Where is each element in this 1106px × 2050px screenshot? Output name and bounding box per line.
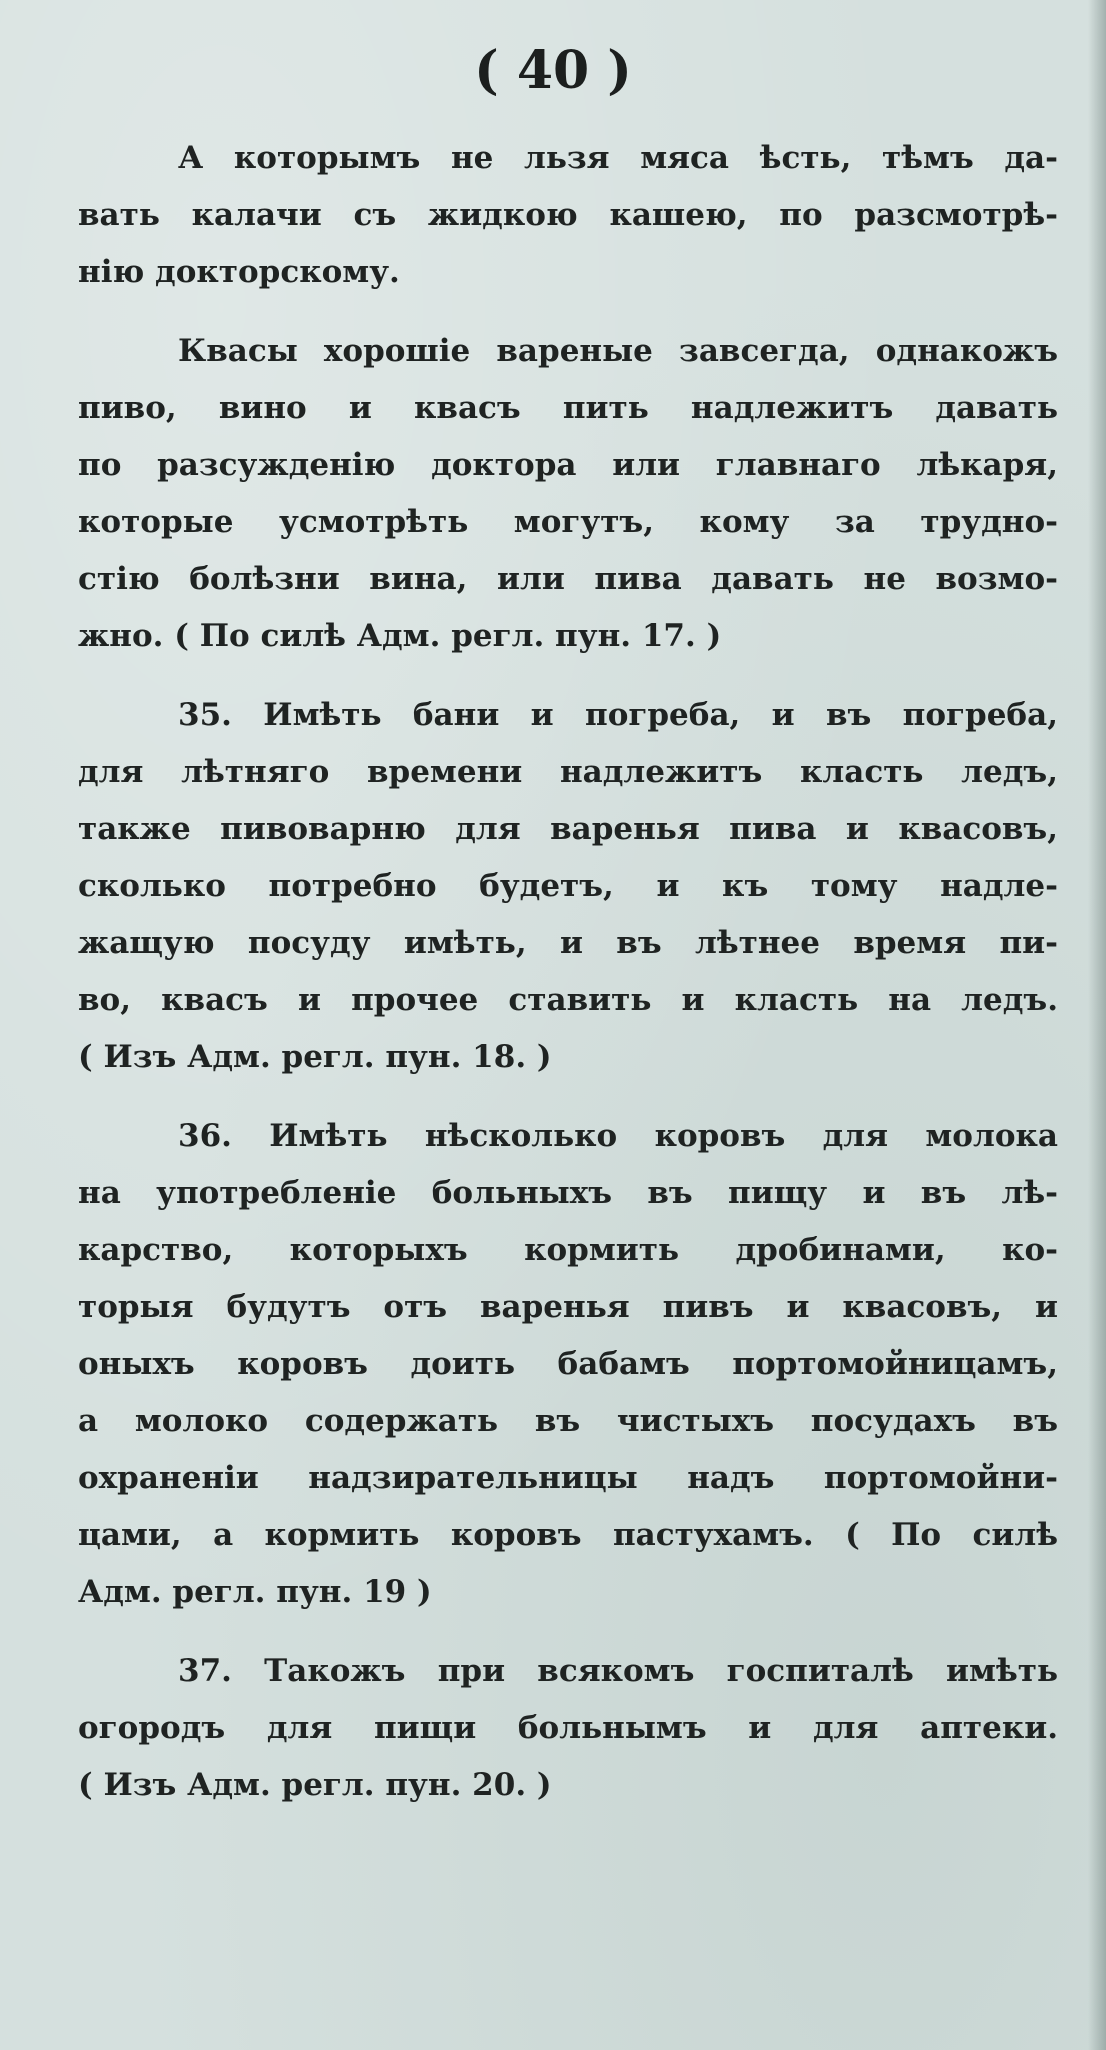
- text-line: 35. Имѣть бани и погреба, и въ погреба,: [178, 697, 1058, 733]
- text-line: 37. Такожъ при всякомъ госпиталѣ имѣть: [178, 1653, 1058, 1689]
- text-line: пиво, вино и квасъ пить надлежитъ давать: [78, 390, 1058, 426]
- text-line: во, квасъ и прочее ставить и класть на ледъ.: [78, 982, 1058, 1018]
- text-line: охраненіи надзирательницы надъ портомойни-: [78, 1460, 1058, 1496]
- text-line: цами, а кормить коровъ пастухамъ. ( По силѣ: [78, 1517, 1058, 1553]
- text-line: огородъ для пищи больнымъ и для аптеки.: [78, 1710, 1058, 1746]
- paragraph-37: [78, 1643, 1058, 1814]
- text-line: торыя будутъ отъ варенья пивъ и квасовъ, и: [78, 1289, 1058, 1325]
- text-line: ( Изъ Адм. регл. пун. 18. ): [78, 1039, 552, 1075]
- text-line: вать калачи съ жидкою кашею, по разсмотрѣ-: [78, 197, 1058, 233]
- text-line: ( Изъ Адм. регл. пун. 20. ): [78, 1767, 552, 1803]
- paragraph-2: [78, 323, 1058, 665]
- text-line: на употребленіе больныхъ въ пищу и въ лѣ-: [78, 1175, 1058, 1211]
- text-line: Адм. регл. пун. 19 ): [78, 1574, 432, 1610]
- paragraph-1: [78, 130, 1058, 301]
- text-line: для лѣтняго времени надлежитъ класть ледъ,: [78, 754, 1058, 790]
- text-line: жно. ( По силѣ Адм. регл. пун. 17. ): [78, 618, 722, 654]
- text-line: сколько потребно будетъ, и къ тому надле-: [78, 868, 1058, 904]
- text-line: оныхъ коровъ доить бабамъ портомойницамъ,: [78, 1346, 1058, 1382]
- text-line: также пивоварню для варенья пива и квасовъ,: [78, 811, 1058, 847]
- text-line: а молоко содержать въ чистыхъ посудахъ въ: [78, 1403, 1058, 1439]
- page-number: ( 40 ): [474, 40, 632, 101]
- page-edge-shadow: [1088, 0, 1106, 2050]
- text-line: карство, которыхъ кормить дробинами, ко-: [78, 1232, 1058, 1268]
- paragraph-36: [78, 1108, 1058, 1621]
- text-line: нію докторскому.: [78, 254, 400, 290]
- paragraph-35: [78, 687, 1058, 1086]
- text-line: Квасы хорошіе вареные завсегда, однакожъ: [178, 333, 1058, 369]
- text-line: стію болѣзни вина, или пива давать не возмо-: [78, 561, 1058, 597]
- text-line: А которымъ не льзя мяса ѣсть, тѣмъ да-: [178, 140, 1058, 176]
- text-line: которые усмотрѣть могутъ, кому за трудно-: [78, 504, 1058, 540]
- text-line: 36. Имѣть нѣсколько коровъ для молока: [178, 1118, 1058, 1154]
- text-line: жащую посуду имѣть, и въ лѣтнее время пи-: [78, 925, 1058, 961]
- text-line: по разсужденію доктора или главнаго лѣкаря,: [78, 447, 1058, 483]
- page-text: [78, 130, 1058, 1836]
